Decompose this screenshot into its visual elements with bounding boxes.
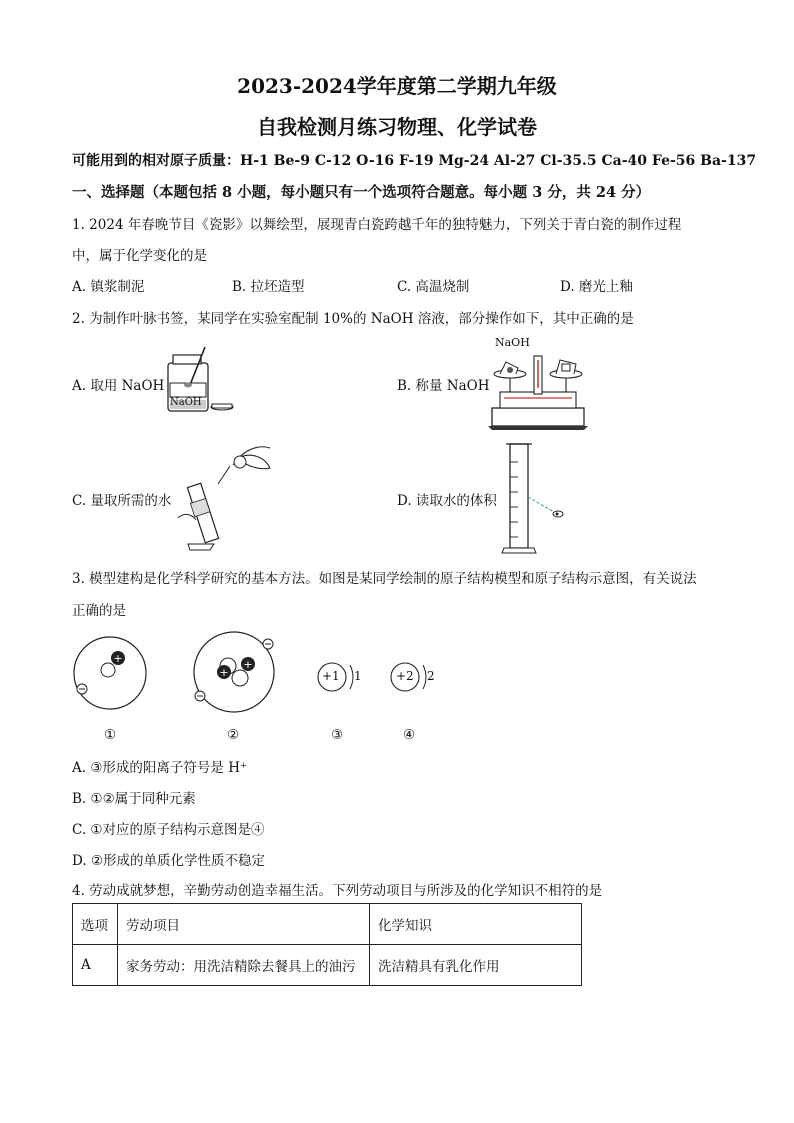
- q2-option-d: D. 读取水的体积: [397, 493, 497, 509]
- q1-option-b: B. 拉坯造型: [232, 279, 305, 295]
- q3-option-c: C. ①对应的原子结构示意图是④: [72, 822, 265, 838]
- header-chem-knowledge: 化学知识: [370, 904, 582, 945]
- q1-stem-line2: 中，属于化学变化的是: [72, 248, 207, 264]
- q3-option-a: A. ③形成的阳离子符号是 H⁺: [72, 760, 248, 776]
- q3-option-d: D. ②形成的单质化学性质不稳定: [72, 853, 266, 869]
- q2-option-a: A. 取用 NaOH: [72, 378, 165, 394]
- exam-title-line2: 自我检测月练习物理、化学试卷: [257, 115, 537, 139]
- q1-option-c: C. 高温烧制: [397, 279, 470, 295]
- figure-label-4: ④: [403, 727, 416, 743]
- row-labor-project: 家务劳动：用洗洁精除去餐具上的油污: [118, 945, 370, 986]
- row-option: A: [73, 945, 118, 986]
- balance-illustration: [488, 346, 588, 430]
- header-labor-project: 劳动项目: [118, 904, 370, 945]
- diagram4-nucleus-charge: +2: [396, 669, 414, 683]
- row-chem-knowledge: 洗洁精具有乳化作用: [370, 945, 582, 986]
- atom-model-2: [190, 630, 280, 710]
- q3-option-b: B. ①②属于同种元素: [72, 791, 196, 807]
- cylinder-reading-illustration: [504, 442, 574, 554]
- svg-text:+: +: [113, 652, 123, 665]
- svg-text:+: +: [243, 658, 253, 671]
- q4-table: [72, 903, 582, 986]
- svg-text:+: +: [219, 666, 229, 679]
- section-heading: 一、选择题（本题包括 8 小题，每小题只有一个选项符合题意。每小题 3 分，共 24 分）: [72, 184, 651, 201]
- table-header-row: [73, 904, 582, 945]
- q4-stem: 4. 劳动成就梦想，辛勤劳动创造幸福生活。下列劳动项目与所涉及的化学知识不相符的是: [72, 883, 603, 899]
- q2-option-b: B. 称量 NaOH: [397, 378, 490, 394]
- balance-label: NaOH: [495, 336, 530, 349]
- atomic-masses: 可能用到的相对原子质量：H-1 Be-9 C-12 O-16 F-19 Mg-24 Al-27 Cl-35.5 Ca-40 Fe-56 Ba-137: [72, 153, 757, 169]
- q2-stem: 2. 为制作叶脉书签，某同学在实验室配制 10%的 NaOH 溶液，部分操作如下，其中正确的是: [72, 311, 634, 327]
- q1-option-a: A. 镇浆制泥: [72, 279, 145, 295]
- exam-title-line1: 2023-2024学年度第二学期九年级: [237, 74, 557, 98]
- pouring-illustration: [178, 440, 278, 552]
- table-row: [73, 945, 582, 986]
- figure-label-2: ②: [227, 727, 240, 743]
- diagram4-electron-count: 2: [427, 669, 435, 683]
- bottle-label: NaOH: [170, 397, 202, 408]
- q1-option-d: D. 磨光上釉: [560, 279, 633, 295]
- q3-stem-line1: 3. 模型建构是化学科学研究的基本方法。如图是某同学绘制的原子结构模型和原子结构示意图，有关说法: [72, 571, 697, 587]
- figure-label-3: ③: [331, 727, 344, 743]
- atom-model-1: [72, 637, 152, 707]
- diagram3-nucleus-charge: +1: [322, 669, 340, 683]
- q3-stem-line2: 正确的是: [72, 603, 126, 619]
- figure-label-1: ①: [104, 727, 117, 743]
- q2-option-c: C. 量取所需的水: [72, 493, 172, 509]
- q1-stem-line1: 1. 2024 年春晚节目《瓷影》以舞绘型，展现青白瓷跨越千年的独特魅力，下列关于青白瓷的制作过程: [72, 217, 682, 233]
- header-option: 选项: [73, 904, 118, 945]
- diagram3-electron-count: 1: [354, 669, 362, 683]
